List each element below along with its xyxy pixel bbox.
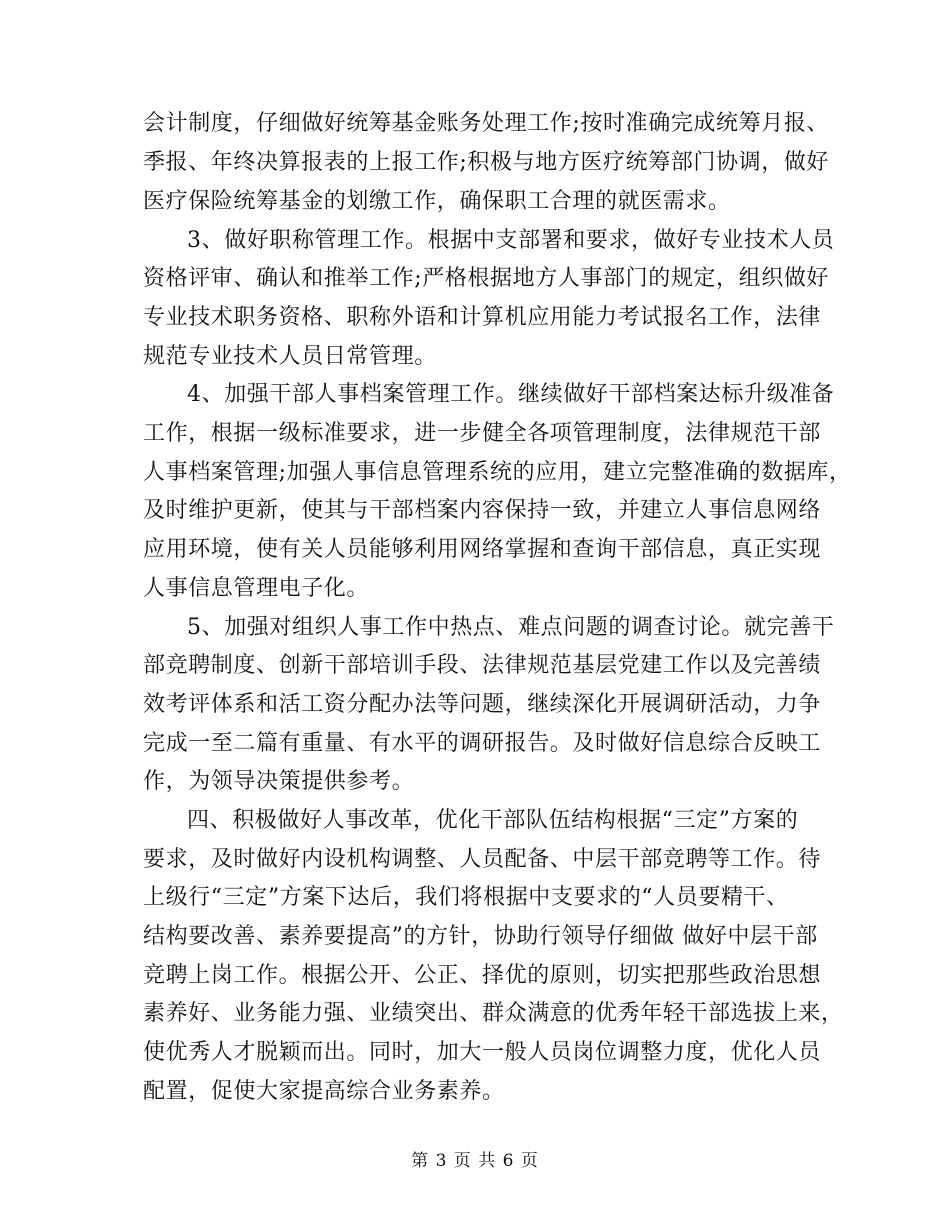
text-line: 季报、年终决算报表的上报工作;积极与地方医疗统筹部门协调，做好 — [143, 150, 830, 175]
text-line: 资格评审、确认和推举工作;严格根据地方人事部门的规定，组织做好 — [143, 266, 830, 291]
text-line: 规范专业技术人员日常管理。 — [143, 344, 437, 369]
text-line: 部竞聘制度、创新干部培训手段、法律规范基层党建工作以及完善绩 — [143, 653, 822, 678]
text-line: 配置，促使大家提高综合业务素养。 — [143, 1079, 505, 1104]
text-line: 5、加强对组织人事工作中热点、难点问题的调查讨论。就完善干 — [187, 615, 835, 640]
text-line: 要求，及时做好内设机构调整、人员配备、中层干部竞聘等工作。待 — [143, 847, 822, 872]
text-line: 3、做好职称管理工作。根据中支部署和要求，做好专业技术人员 — [187, 228, 835, 253]
text-line: 人事档案管理;加强人事信息管理系统的应用，建立完整准确的数据库， — [143, 460, 852, 485]
text-line: 工作，根据一级标准要求，进一步健全各项管理制度，法律规范干部 — [143, 421, 822, 446]
text-line: 素养好、业务能力强、业绩突出、群众满意的优秀年轻干部选拔上来， — [143, 1001, 844, 1026]
text-line: 完成一至二篇有重量、有水平的调研报告。及时做好信息综合反映工 — [143, 731, 822, 756]
text-line: 及时维护更新，使其与干部档案内容保持一致，并建立人事信息网络 — [143, 498, 822, 523]
text-line: 人事信息管理电子化。 — [143, 576, 370, 601]
text-line: 专业技术职务资格、职称外语和计算机应用能力考试报名工作，法律 — [143, 305, 822, 330]
text-line: 结构要改善、素养要提高”的方针，协助行领导仔细做 做好中层干部 — [143, 924, 818, 949]
text-line: 使优秀人才脱颖而出。同时，加大一般人员岗位调整力度，优化人员 — [143, 1040, 822, 1065]
text-line: 应用环境，使有关人员能够利用网络掌握和查询干部信息，真正实现 — [143, 537, 822, 562]
text-line: 作，为领导决策提供参考。 — [143, 769, 415, 794]
text-line: 会计制度，仔细做好统筹基金账务处理工作;按时准确完成统筹月报、 — [143, 111, 830, 136]
text-line: 竞聘上岗工作。根据公开、公正、择优的原则，切实把那些政治思想 — [143, 963, 822, 988]
text-line: 上级行“三定”方案下达后，我们将根据中支要求的“人员要精干、 — [143, 885, 789, 910]
text-line: 效考评体系和活工资分配办法等问题，继续深化开展调研活动，力争 — [143, 692, 822, 717]
text-line: 四、积极做好人事改革，优化干部队伍结构根据“三定”方案的 — [187, 808, 799, 833]
page-number-footer: 第 3 页 共 6 页 — [411, 1151, 539, 1171]
text-line: 4、加强干部人事档案管理工作。继续做好干部档案达标升级准备 — [187, 382, 835, 407]
text-line: 医疗保险统筹基金的划缴工作，确保职工合理的就医需求。 — [143, 189, 731, 214]
